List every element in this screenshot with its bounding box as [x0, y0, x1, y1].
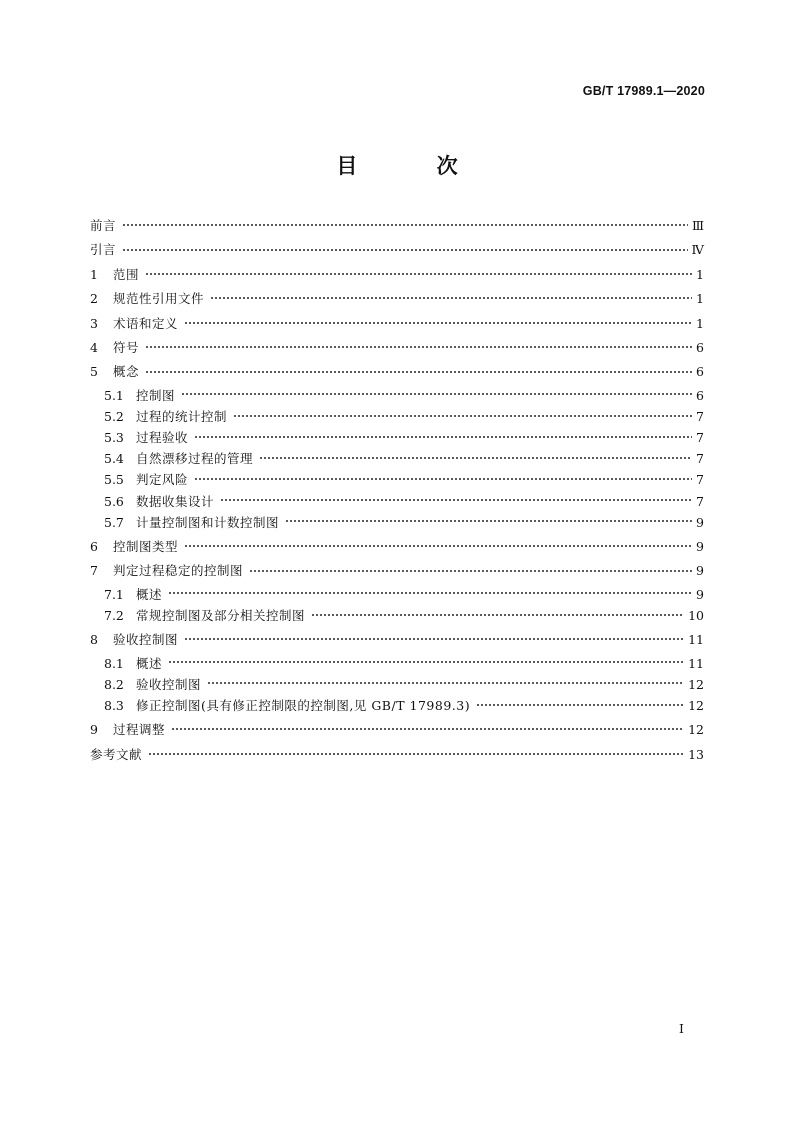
toc-entry-label: 概述: [136, 586, 163, 602]
toc-entry-page: 1: [696, 315, 704, 331]
toc-entry-page: 12: [688, 697, 704, 713]
toc-entry-page: 9: [696, 563, 704, 579]
toc-leader-dots: [168, 592, 692, 594]
toc-entry-page: 9: [696, 539, 704, 555]
toc-entry-label: 过程调整: [113, 722, 166, 738]
toc-entry-number: 6: [90, 539, 98, 555]
toc-entry-label: 术语和定义: [113, 315, 179, 331]
toc-leader-dots: [210, 297, 692, 299]
toc-leader-dots: [207, 682, 684, 684]
toc-entry-page: 6: [696, 364, 704, 380]
toc-entry-label: 概念: [113, 364, 140, 380]
toc-entry-label: 引言: [90, 242, 117, 258]
toc-entry-page: 6: [696, 387, 704, 403]
toc-leader-dots: [184, 322, 692, 324]
toc-leader-dots: [122, 224, 688, 226]
toc-entry-page: 7: [696, 430, 704, 446]
toc-entry-label: 修正控制图(具有修正控制限的控制图,见 GB/T 17989.3): [136, 697, 471, 713]
toc-entry[interactable]: [90, 360, 704, 384]
toc-entry-label: 判定过程稳定的控制图: [113, 563, 244, 579]
toc-entry-label: 参考文献: [90, 746, 143, 762]
toc-entry-number: 5.7: [104, 514, 124, 530]
toc-entry[interactable]: [90, 406, 704, 427]
toc-entry[interactable]: [90, 718, 704, 742]
toc-entry-page: 11: [688, 632, 704, 648]
toc-entry-page: 12: [688, 722, 704, 738]
toc-leader-dots: [148, 753, 684, 755]
toc-entry[interactable]: [90, 312, 704, 336]
toc-leader-dots: [194, 478, 692, 480]
toc-entry-label: 数据收集设计: [136, 493, 215, 509]
toc-entry-number: 1: [90, 266, 98, 282]
toc-entry-page: 7: [696, 472, 704, 488]
toc-leader-dots: [181, 393, 692, 395]
toc-entry-label: 验收控制图: [113, 632, 179, 648]
toc-entry-label: 过程验收: [136, 430, 189, 446]
toc-leader-dots: [184, 638, 684, 640]
toc-entry-page: 1: [696, 291, 704, 307]
toc-entry-number: 4: [90, 339, 98, 355]
toc-entry-number: 7: [90, 563, 98, 579]
toc-entry-page: 10: [688, 608, 704, 624]
toc-entry-number: 5: [90, 364, 98, 380]
toc-entry-number: 5.1: [104, 387, 124, 403]
toc-entry-number: 9: [90, 722, 98, 738]
toc-entry-label: 规范性引用文件: [113, 291, 205, 307]
toc-entry[interactable]: [90, 427, 704, 448]
toc-leader-dots: [145, 346, 692, 348]
toc-entry-page: 6: [696, 339, 704, 355]
toc-leader-dots: [311, 614, 684, 616]
toc-entry-page: 7: [696, 451, 704, 467]
toc-entry-label: 范围: [113, 266, 140, 282]
standard-code: GB/T 17989.1—2020: [582, 84, 705, 98]
toc-leader-dots: [249, 570, 692, 572]
toc-entry[interactable]: [90, 605, 704, 626]
toc-entry-page: 9: [696, 514, 704, 530]
toc-entry[interactable]: [90, 584, 704, 605]
toc-entry[interactable]: [90, 559, 704, 583]
toc-entry-page: 9: [696, 586, 704, 602]
toc-entry[interactable]: [90, 238, 704, 262]
toc-leader-dots: [476, 704, 684, 706]
toc-entry-number: 8.1: [104, 655, 124, 671]
toc-entry-label: 过程的统计控制: [136, 408, 228, 424]
toc-entry[interactable]: [90, 512, 704, 533]
toc-entry-number: 7.1: [104, 586, 124, 602]
toc-leader-dots: [184, 545, 692, 547]
toc-leader-dots: [259, 457, 692, 459]
toc-entry[interactable]: [90, 491, 704, 512]
toc-leader-dots: [122, 249, 687, 251]
toc-leader-dots: [194, 436, 692, 438]
toc-entry-page: 1: [696, 266, 704, 282]
toc-entry-label: 概述: [136, 655, 163, 671]
toc-entry-label: 控制图类型: [113, 539, 179, 555]
toc-entry-number: 5.5: [104, 472, 124, 488]
toc-entry-number: 2: [90, 291, 98, 307]
toc-leader-dots: [285, 520, 692, 522]
toc-leader-dots: [220, 499, 692, 501]
toc-entry[interactable]: [90, 385, 704, 406]
toc-entry-label: 判定风险: [136, 472, 189, 488]
toc-entry[interactable]: [90, 469, 704, 490]
toc-entry-label: 自然漂移过程的管理: [136, 451, 254, 467]
toc-entry-label: 控制图: [136, 387, 176, 403]
toc-leader-dots: [145, 371, 692, 373]
toc-entry-number: 7.2: [104, 608, 124, 624]
toc-entry-number: 5.3: [104, 430, 124, 446]
toc-entry-page: 7: [696, 493, 704, 509]
toc-entry-number: 8: [90, 632, 98, 648]
toc-entry[interactable]: [90, 628, 704, 652]
toc-entry-page: 7: [696, 408, 704, 424]
toc-entry-number: 8.3: [104, 697, 124, 713]
toc-entry-page: 12: [688, 676, 704, 692]
toc-entry-number: 8.2: [104, 676, 124, 692]
page-title: 目 次: [336, 154, 494, 178]
toc-entry-page: Ⅲ: [691, 218, 704, 233]
toc-entry-label: 计量控制图和计数控制图: [136, 514, 280, 530]
toc-entry-page: 13: [688, 746, 704, 762]
toc-entry[interactable]: [90, 287, 704, 311]
toc-leader-dots: [168, 661, 684, 663]
toc-entry-label: 前言: [90, 218, 117, 233]
toc-entry[interactable]: [90, 653, 704, 674]
toc-entry[interactable]: [90, 743, 704, 767]
toc-entry-number: 5.4: [104, 451, 124, 467]
page-folio: Ⅰ: [679, 1021, 684, 1036]
toc-leader-dots: [171, 728, 684, 730]
toc-entry-page: 11: [688, 655, 704, 671]
toc-entry[interactable]: [90, 674, 704, 695]
toc-entry[interactable]: [90, 336, 704, 360]
toc-entry-number: 5.6: [104, 493, 124, 509]
toc-leader-dots: [233, 415, 692, 417]
toc-entry[interactable]: [90, 263, 704, 287]
toc-entry[interactable]: [90, 535, 704, 559]
toc-entry-number: 5.2: [104, 408, 124, 424]
toc-entry[interactable]: [90, 448, 704, 469]
table-of-contents: [90, 214, 704, 767]
toc-leader-dots: [145, 273, 692, 275]
toc-entry-number: 3: [90, 315, 98, 331]
toc-entry-label: 验收控制图: [136, 676, 202, 692]
toc-entry[interactable]: [90, 695, 704, 716]
toc-entry-label: 常规控制图及部分相关控制图: [136, 608, 306, 624]
toc-entry[interactable]: [90, 214, 704, 238]
toc-entry-label: 符号: [113, 339, 140, 355]
toc-entry-page: Ⅳ: [691, 242, 704, 258]
